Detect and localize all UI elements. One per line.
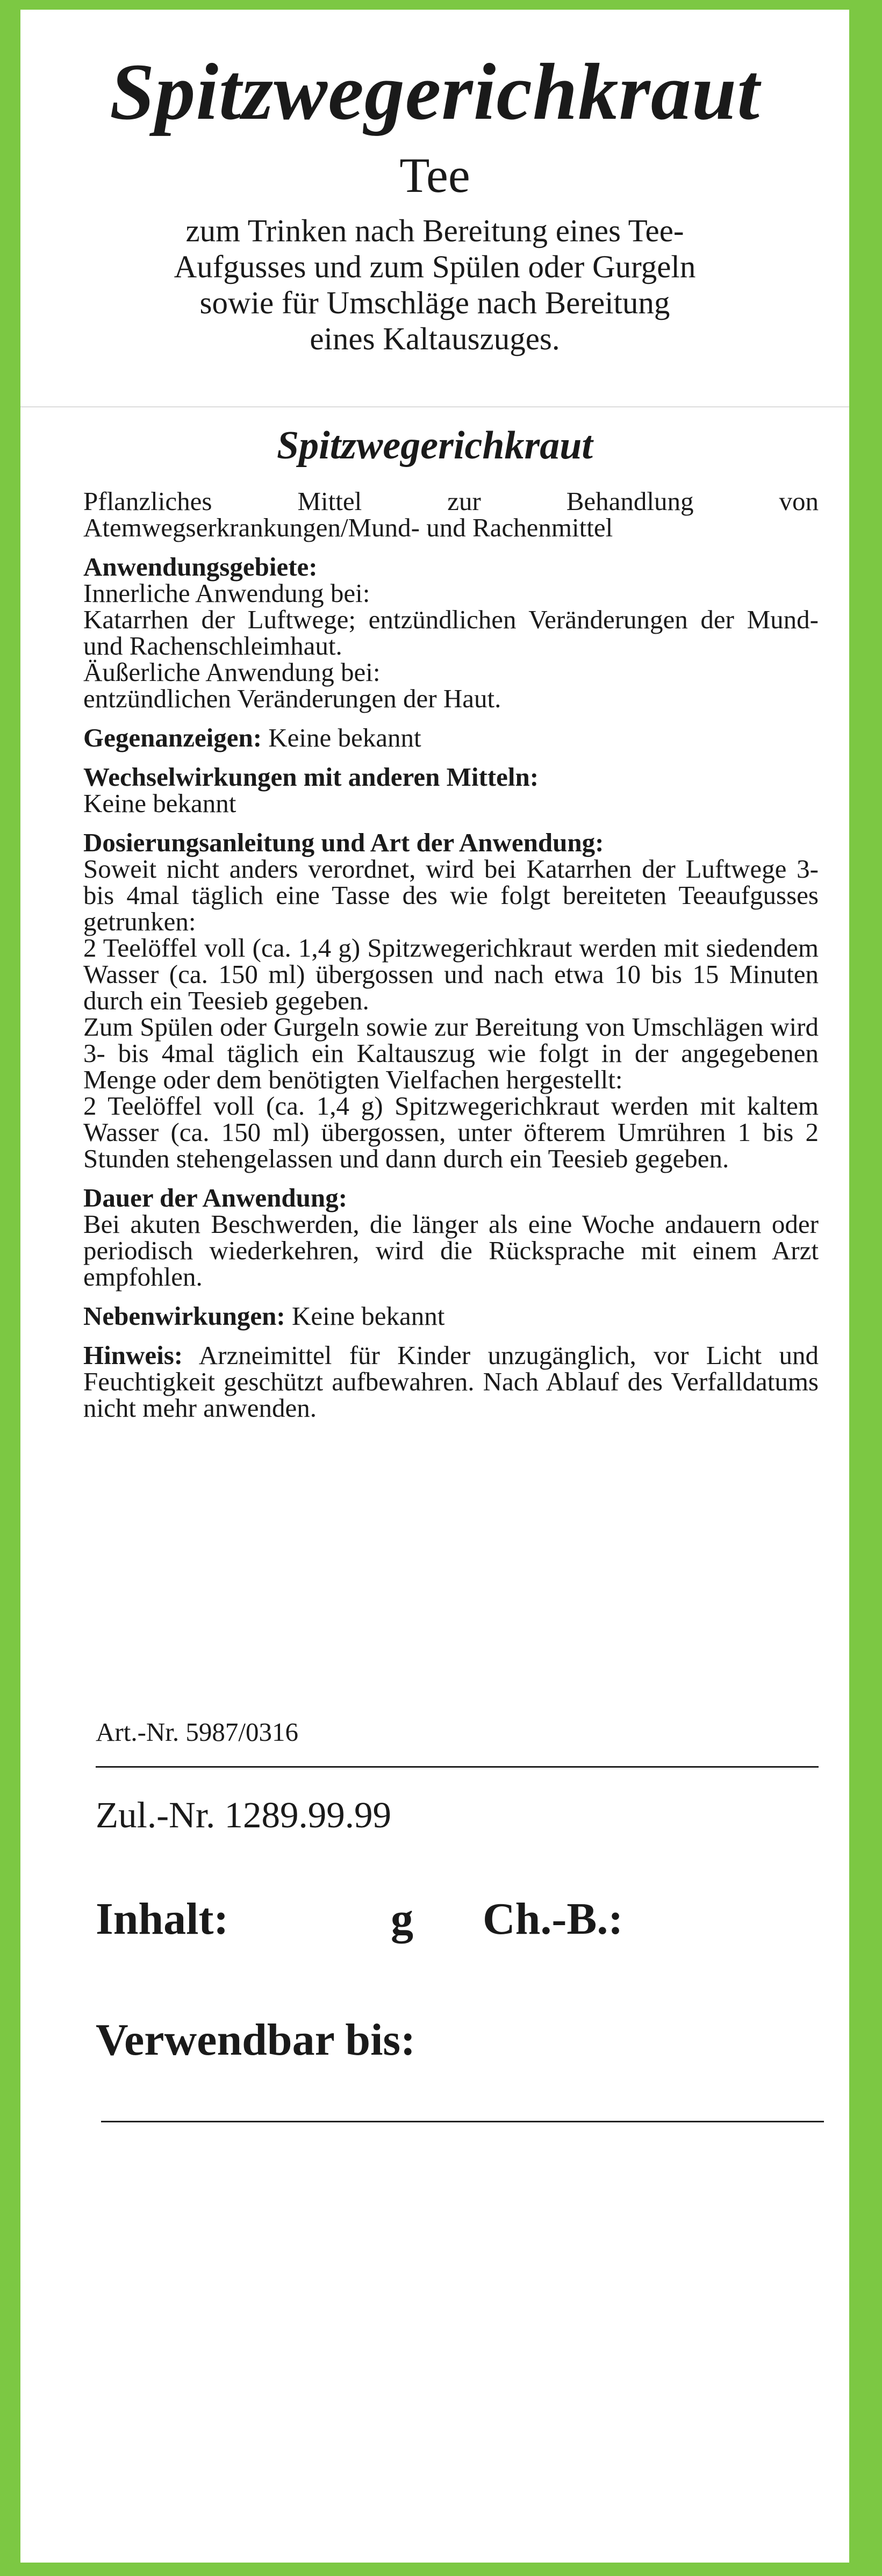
- section-hinweis: [83, 1342, 819, 1421]
- section-heading: Anwendungsgebiete:: [83, 552, 318, 582]
- section-dosierung: [83, 829, 819, 1172]
- article-number: Art.-Nr. 5987/0316: [96, 1717, 298, 1747]
- product-subtitle: Tee: [399, 148, 470, 203]
- content-label: Inhalt:: [96, 1894, 229, 1944]
- section-heading: Wechselwirkungen mit anderen Mitteln:: [83, 762, 539, 792]
- section-paragraph: 2 Teelöffel voll (ca. 1,4 g) Spitzwegerichkraut werden mit kaltem Wasser (ca. 150 ml) übergossen, unter öfterem Umrühren 1 bis 2 Stunden stehengelassen und dann durch ein Teesieb gegeben.: [83, 1091, 819, 1173]
- section-paragraph: 2 Teelöffel voll (ca. 1,4 g) Spitzwegerichkraut werden mit siedendem Wasser (ca. 150 ml) übergossen und nach etwa 10 bis 15 Minuten durch ein Teesieb gegeben.: [83, 933, 819, 1015]
- section-wechselwirkungen: [83, 764, 819, 816]
- header-card: [20, 10, 849, 407]
- description-line: sowie für Umschläge nach Bereitung: [199, 285, 670, 320]
- section-heading: Dosierungsanleitung und Art der Anwendung:: [83, 828, 604, 857]
- section-heading: Dauer der Anwendung:: [83, 1183, 348, 1212]
- section-heading: Hinweis:: [83, 1340, 183, 1370]
- section-text: Keine bekannt: [285, 1301, 445, 1331]
- section-dauer: [83, 1185, 819, 1290]
- section-line: Innerliche Anwendung bei:: [83, 578, 370, 608]
- section-text: Keine bekannt: [262, 723, 421, 752]
- leaflet-card: [20, 407, 849, 2563]
- section-text: Bei akuten Beschwerden, die länger als eine Woche andauern oder periodisch wiederkehren, wird die Rücksprache mit einem Arzt empfohlen.: [83, 1209, 819, 1291]
- leaflet-title: Spitzwegerichkraut: [277, 424, 593, 468]
- section-line: Äußerliche Anwendung bei:: [83, 657, 381, 687]
- leaflet-body: [83, 488, 819, 1421]
- intro-text: Pflanzliches Mittel zur Behandlung von Atemwegserkrankungen/Mund- und Rachenmittel: [83, 486, 819, 542]
- section-nebenwirkungen: [83, 1303, 819, 1329]
- section-paragraph: Zum Spülen oder Gurgeln sowie zur Bereitung von Umschlägen wird 3- bis 4mal täglich ein Kaltauszug wie folgt in der angegebenen Menge oder dem benötigten Vielfachen hergestellt:: [83, 1012, 819, 1094]
- expiry-label: Verwendbar bis:: [96, 2015, 416, 2065]
- description-line: eines Kaltauszuges.: [310, 321, 560, 356]
- product-title: Spitzwegerichkraut: [110, 47, 760, 137]
- description-line: Aufgusses und zum Spülen oder Gurgeln: [174, 249, 696, 284]
- description-line: zum Trinken nach Bereitung eines Tee-: [185, 213, 684, 248]
- section-line: Katarrhen der Luftwege; entzündlichen Veränderungen der Mund- und Rachenschleimhaut.: [83, 605, 819, 661]
- section-heading: Gegenanzeigen:: [83, 723, 262, 752]
- content-unit: g: [391, 1894, 413, 1944]
- section-gegenanzeigen: [83, 724, 819, 751]
- product-description: [128, 213, 742, 357]
- section-text: Keine bekannt: [83, 788, 236, 818]
- section-heading: Nebenwirkungen:: [83, 1301, 285, 1331]
- section-anwendungsgebiete: [83, 554, 819, 712]
- section-paragraph: Soweit nicht anders verordnet, wird bei Katarrhen der Luftwege 3- bis 4mal täglich eine Tasse des wie folgt bereiteten Teeaufgusses getrunken:: [83, 854, 819, 936]
- approval-number: Zul.-Nr. 1289.99.99: [96, 1795, 392, 1835]
- section-text: Arzneimittel für Kinder unzugänglich, vor Licht und Feuchtigkeit geschützt aufbewahren. Nach Ablauf des Verfalldatums nicht mehr anwenden.: [83, 1340, 819, 1423]
- section-line: entzündlichen Veränderungen der Haut.: [83, 684, 501, 713]
- batch-label: Ch.-B.:: [483, 1894, 623, 1944]
- divider-line: [96, 1766, 819, 1768]
- expiry-line: [101, 2121, 824, 2122]
